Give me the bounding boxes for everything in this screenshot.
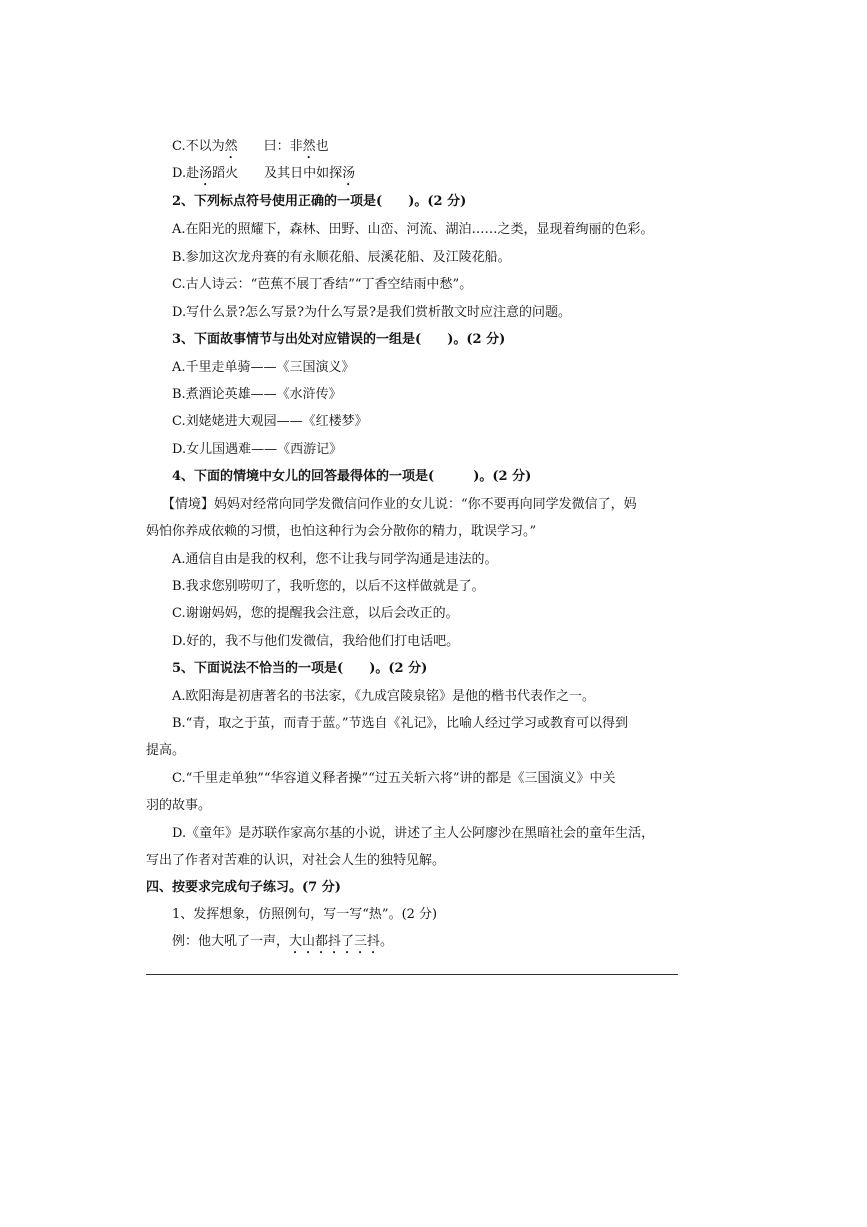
question-3-option-c: C.刘姥姥进大观园——《红楼梦》 [172, 414, 368, 429]
question-2-title: 2、下列标点符号使用正确的一项是( )。(2 分) [172, 194, 467, 209]
text-segment: 也 [315, 139, 329, 154]
emphasis-dot-text: 汤 [199, 166, 213, 181]
text-segment: 蹈火 [212, 166, 239, 181]
question-3-title: 3、下面故事情节与出处对应错误的一组是( )。(2 分) [172, 332, 506, 347]
question-5-option-d-line-2: 写出了作者对苦难的认识，对社会人生的独特见解。 [146, 853, 446, 868]
answer-line[interactable] [146, 974, 678, 975]
question-4-option-b: B.我求您别唠叨了，我听您的，以后不这样做就是了。 [172, 579, 485, 594]
emphasis-dot-text: 然 [224, 139, 238, 154]
question-2-option-c: C.古人诗云：“芭蕉不展丁香结”“丁香空结雨中愁”。 [172, 277, 473, 292]
question-5-option-b-line-1: B.“青，取之于茧，而青于蓝。”节选自《礼记》，比喻人经过学习或教育可以得到 [172, 716, 628, 731]
section-4-title: 四、按要求完成句子练习。(7 分) [146, 880, 341, 895]
emphasis-dot-text: 大山都抖了三抖 [289, 934, 381, 949]
question-5-option-d-line-1: D.《童年》是苏联作家高尔基的小说，讲述了主人公阿廖沙在黑暗社会的童年生活， [172, 826, 655, 841]
question-3-option-a: A.千里走单骑——《三国演义》 [172, 360, 355, 375]
question-2-option-b: B.参加这次龙舟赛的有永顺花船、辰溪花船、及江陵花船。 [172, 250, 511, 265]
emphasis-dot-text: 然 [302, 139, 316, 154]
question-2-option-a: A.在阳光的照耀下，森林、田野、山峦、河流、湖泊……之类，显现着绚丽的色彩。 [172, 222, 654, 237]
text-segment: 例：他大吼了一声， [172, 934, 290, 949]
question-4-option-c: C.谢谢妈妈，您的提醒我会注意，以后会改正的。 [172, 606, 459, 621]
question-2-option-d: D.写什么景?怎么写景?为什么写景?是我们赏析散文时应注意的问题。 [172, 305, 572, 320]
example-sentence [172, 934, 393, 957]
question-4-option-a: A.通信自由是我的权利，您不让我与同学沟通是违法的。 [172, 552, 498, 567]
emphasis-dot-text: 汤 [342, 166, 356, 181]
question-5-title: 5、下面说法不恰当的一项是( )。(2 分) [172, 661, 428, 676]
text-segment: D.赴 [172, 166, 200, 181]
question-4-title: 4、下面的情境中女儿的回答最得体的一项是( )。(2 分) [172, 469, 532, 484]
question-5-option-a: A.欧阳海是初唐著名的书法家，《九成宫陵泉铭》是他的楷书代表作之一。 [172, 689, 596, 704]
question-5-option-c-line-2: 羽的故事。 [146, 798, 212, 813]
question-3-option-d: D.女儿国遇难——《西游记》 [172, 442, 343, 457]
sentence-exercise-1: 1、发挥想象，仿照例句，写一写“热”。(2 分) [172, 907, 438, 922]
text-segment: 及其日中如探 [264, 166, 343, 181]
question-4-context-line-2: 妈怕你养成依赖的习惯，也怕这种行为会分散你的精力，耽误学习。” [146, 524, 537, 539]
text-segment: 曰：非 [263, 139, 303, 154]
question-5-option-b-line-2: 提高。 [146, 743, 186, 758]
question-5-option-c-line-1: C.“千里走单独”“华容道义释者操”“过五关斩六将”讲的都是《三国演义》中关 [172, 771, 616, 786]
question-4-context-line-1: 【情境】妈妈对经常向同学发微信问作业的女儿说：“你不要再向同学发微信了，妈 [162, 497, 637, 512]
question-3-option-b: B.煮酒论英雄——《水浒传》 [172, 387, 342, 402]
option-d-line [172, 166, 355, 189]
option-c-line [172, 139, 329, 162]
text-segment: C.不以为 [172, 139, 225, 154]
question-4-option-d: D.好的，我不与他们发微信，我给他们打电话吧。 [172, 634, 460, 649]
text-segment: 。 [380, 934, 394, 949]
